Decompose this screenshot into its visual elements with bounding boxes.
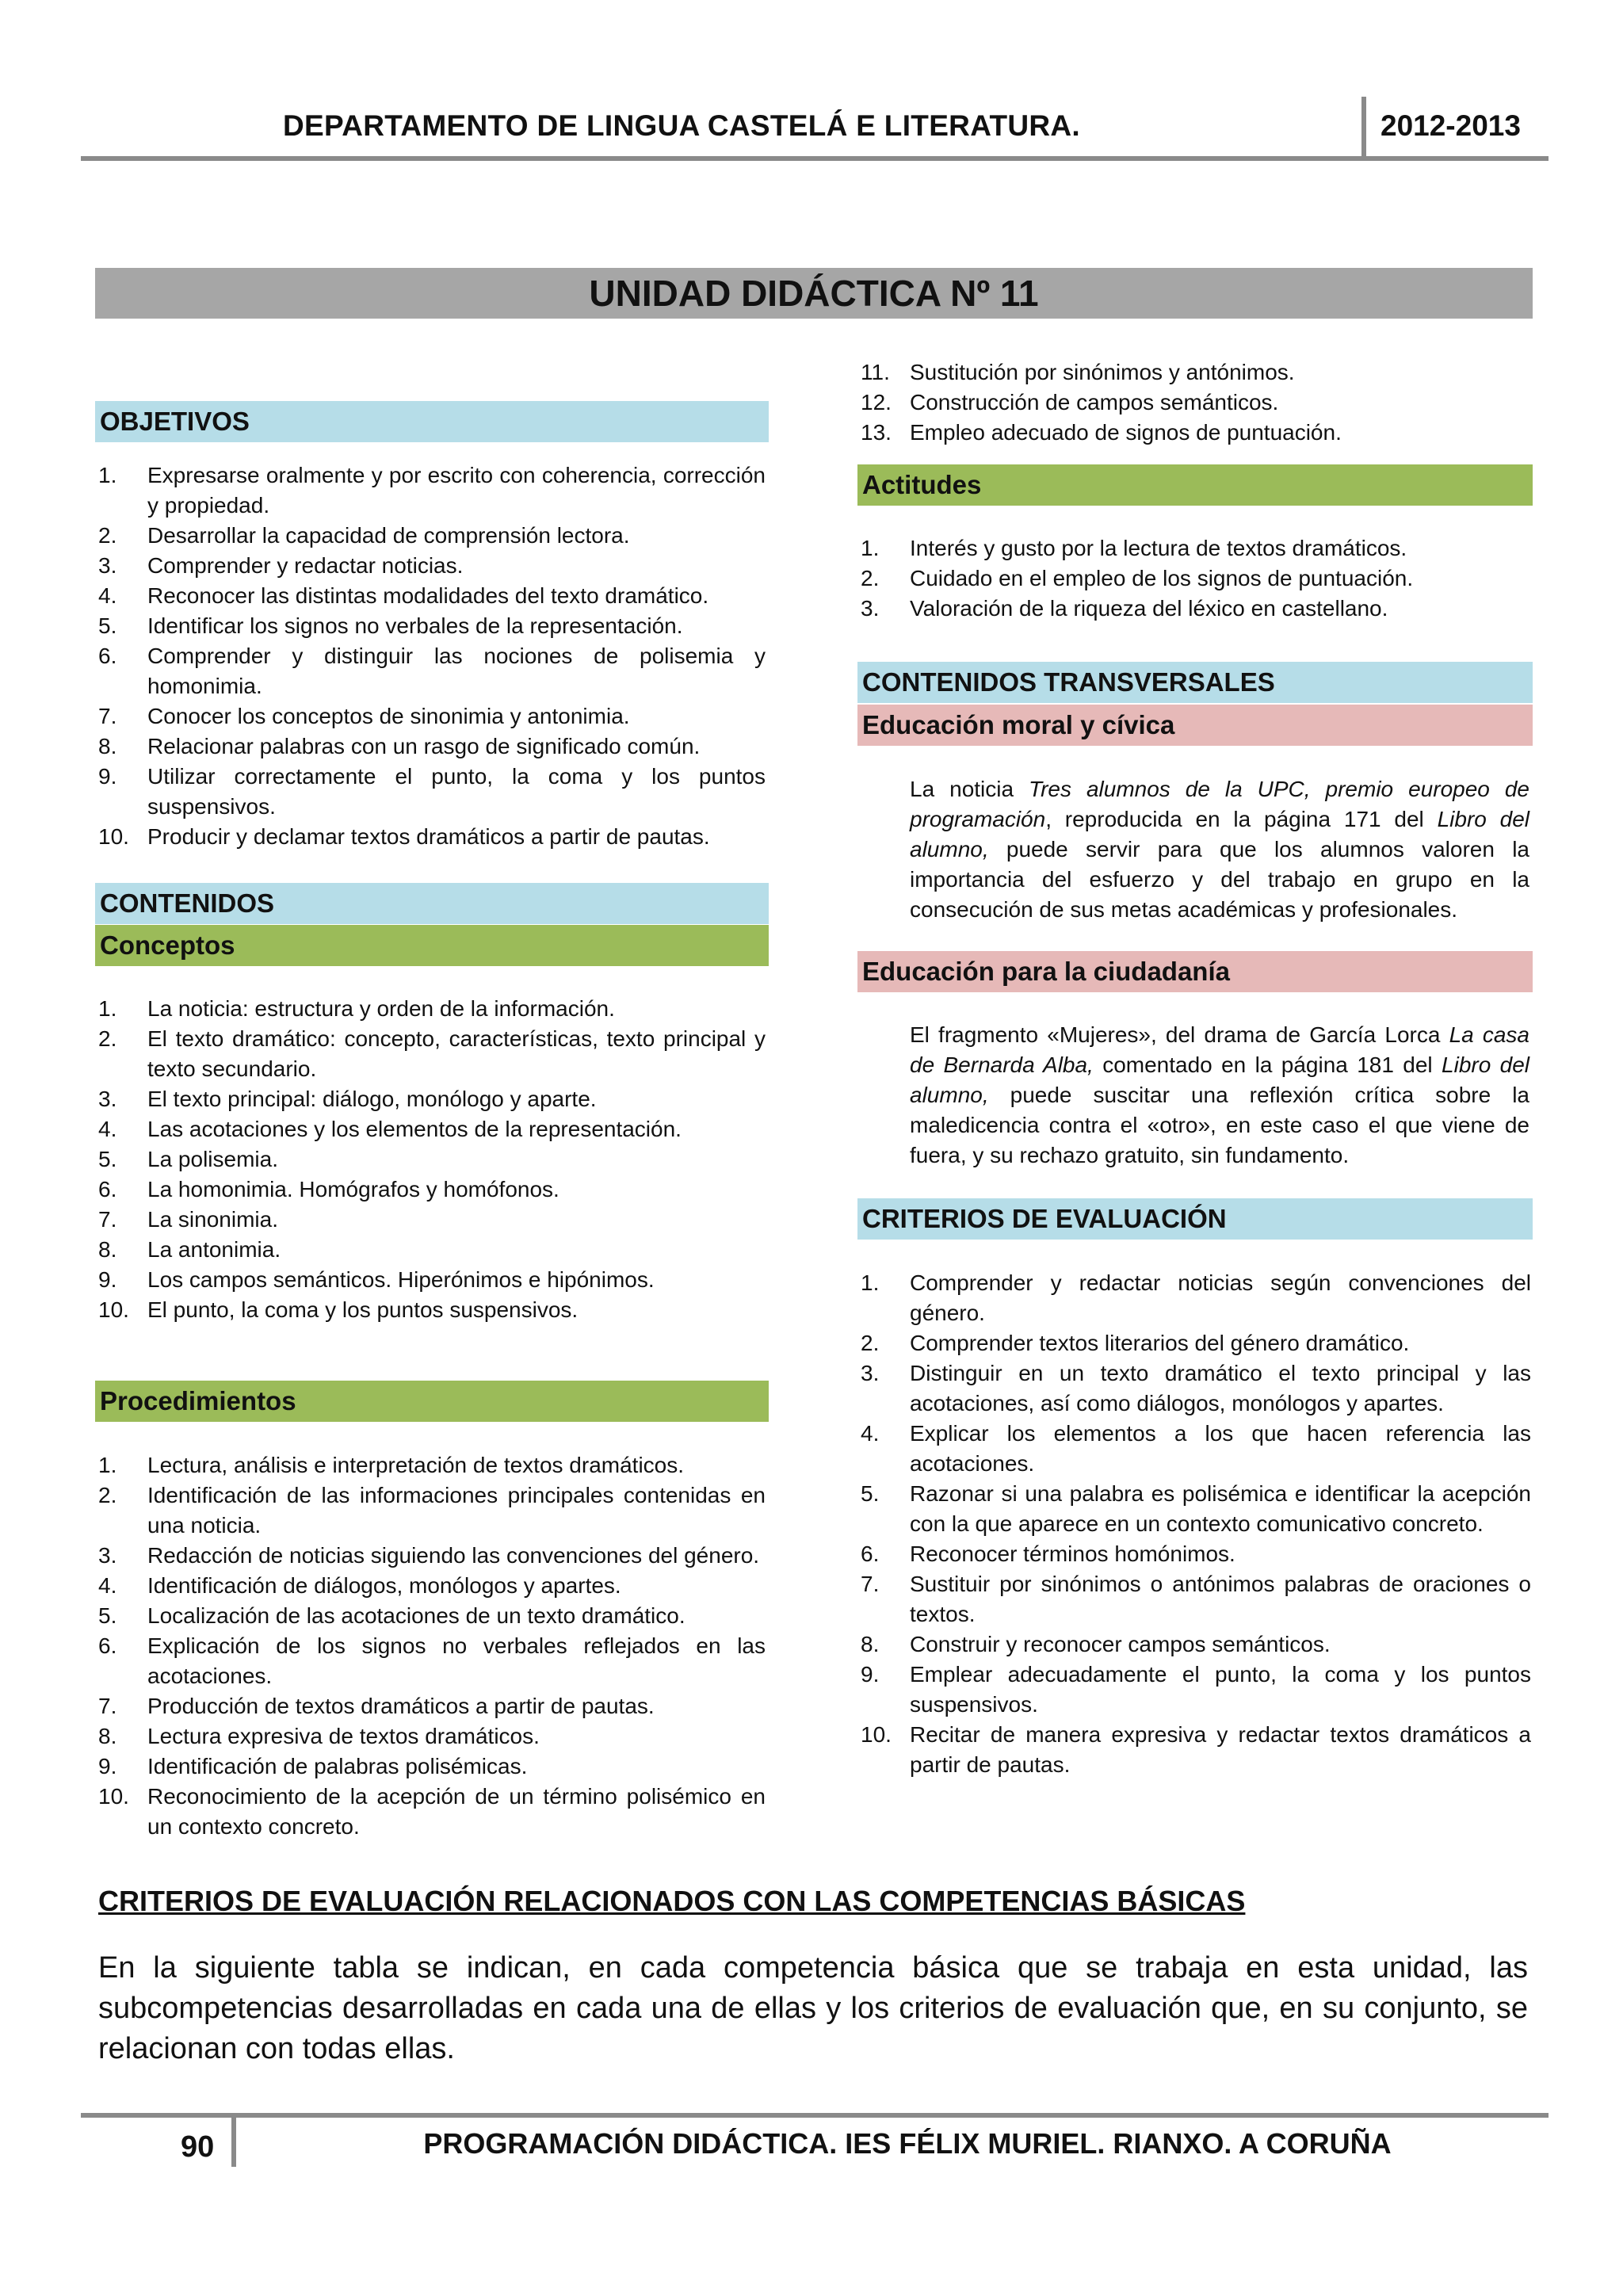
list-item-number: 10.: [98, 1784, 129, 1809]
list-item: [95, 521, 766, 551]
criterios-list: [857, 1268, 1531, 1780]
header-title: DEPARTAMENTO DE LINGUA CASTELÁ E LITERATURA.: [282, 109, 1081, 142]
unit-title: UNIDAD DIDÁCTICA Nº 11: [95, 268, 1533, 319]
list-item-number: 3.: [98, 553, 117, 578]
list-item-number: 4.: [98, 583, 117, 608]
list-item-text: Valoración de la riqueza del léxico en castellano.: [910, 596, 1388, 621]
list-item-text: Razonar si una palabra es polisémica e identificar la acepción con la que aparece en un contexto comunicativo concreto.: [910, 1481, 1531, 1536]
actitudes-list: [857, 533, 1531, 624]
list-item-text: Comprender y redactar noticias.: [147, 553, 464, 578]
list-item-number: 7.: [861, 1572, 880, 1596]
list-item: [95, 1721, 766, 1752]
list-item-number: 5.: [98, 1603, 117, 1628]
list-item-number: 1.: [98, 996, 117, 1021]
list-item: [95, 994, 766, 1024]
list-item-number: 10.: [98, 1297, 129, 1322]
ciudadania-heading: Educación para la ciudadanía: [857, 951, 1533, 992]
list-item-text: La polisemia.: [147, 1147, 278, 1171]
list-item-text: Empleo adecuado de signos de puntuación.: [910, 420, 1342, 445]
list-item: [95, 1782, 766, 1842]
list-item: [857, 357, 1531, 388]
list-item-text: Identificar los signos no verbales de la representación.: [147, 613, 683, 638]
list-item: [857, 1268, 1531, 1328]
list-item-number: 6.: [98, 1177, 117, 1201]
list-item-number: 5.: [861, 1481, 880, 1506]
objetivos-list: [95, 460, 766, 852]
list-item-number: 4.: [98, 1573, 117, 1598]
footer-divider: [231, 2116, 236, 2167]
list-item-number: 3.: [861, 1361, 880, 1385]
list-item-number: 13.: [861, 420, 892, 445]
list-item-text: Construir y reconocer campos semánticos.: [910, 1632, 1331, 1656]
list-item-number: 6.: [98, 644, 117, 668]
list-item: [95, 641, 766, 701]
list-item-number: 8.: [98, 1724, 117, 1748]
list-item-number: 5.: [98, 613, 117, 638]
list-item-number: 2.: [98, 1026, 117, 1051]
list-item: [95, 581, 766, 611]
list-item-number: 9.: [861, 1662, 880, 1687]
conceptos-heading: Conceptos: [95, 925, 769, 966]
list-item-text: La sinonimia.: [147, 1207, 278, 1232]
list-item-text: Sustitución por sinónimos y antónimos.: [910, 360, 1295, 384]
list-item-number: 6.: [861, 1541, 880, 1566]
list-item-number: 1.: [98, 1453, 117, 1477]
list-item-number: 8.: [98, 1237, 117, 1262]
list-item: [95, 611, 766, 641]
list-item-number: 4.: [861, 1421, 880, 1446]
list-item-number: 12.: [861, 390, 892, 415]
header-divider: [1361, 97, 1366, 160]
list-item: [95, 1631, 766, 1691]
list-item: [857, 1328, 1531, 1358]
list-item: [95, 1295, 766, 1325]
list-item: [95, 551, 766, 581]
list-item-text: Redacción de noticias siguiendo las convenciones del género.: [147, 1543, 760, 1568]
list-item-number: 4.: [98, 1117, 117, 1141]
list-item: [857, 1720, 1531, 1780]
list-item-text: Relacionar palabras con un rasgo de significado común.: [147, 734, 701, 758]
list-item: [95, 1601, 766, 1631]
list-item: [95, 1024, 766, 1084]
list-item: [95, 1144, 766, 1175]
list-item: [95, 1450, 766, 1480]
list-item-number: 8.: [98, 734, 117, 758]
list-item-number: 6.: [98, 1633, 117, 1658]
list-item: [857, 418, 1531, 448]
list-item-text: Interés y gusto por la lectura de textos dramáticos.: [910, 536, 1407, 560]
list-item-number: 1.: [861, 1270, 880, 1295]
list-item: [857, 533, 1531, 563]
list-item-number: 11.: [861, 360, 890, 384]
list-item: [95, 1235, 766, 1265]
list-item-number: 2.: [98, 523, 117, 548]
list-item-number: 3.: [98, 1543, 117, 1568]
list-item-text: Sustituir por sinónimos o antónimos palabras de oraciones o textos.: [910, 1572, 1531, 1626]
list-item: [857, 563, 1531, 594]
conceptos-list: [95, 994, 766, 1325]
list-item-text: Distinguir en un texto dramático el texto principal y las acotaciones, así como diálogos, monólogos y apartes.: [910, 1361, 1531, 1415]
list-item: [95, 1571, 766, 1601]
actitudes-heading: Actitudes: [857, 464, 1533, 506]
list-item-text: Utilizar correctamente el punto, la coma y los puntos suspensivos.: [147, 764, 766, 819]
list-item-text: Lectura expresiva de textos dramáticos.: [147, 1724, 540, 1748]
footer-title: PROGRAMACIÓN DIDÁCTICA. IES FÉLIX MURIEL. RIANXO. A CORUÑA: [423, 2127, 1392, 2160]
list-item-number: 5.: [98, 1147, 117, 1171]
competencias-title: CRITERIOS DE EVALUACIÓN RELACIONADOS CON LAS COMPETENCIAS BÁSICAS: [98, 1885, 1246, 1917]
list-item: [95, 1265, 766, 1295]
list-item-text: Explicación de los signos no verbales reflejados en las acotaciones.: [147, 1633, 766, 1688]
ciudadania-paragraph: El fragmento «Mujeres», del drama de García Lorca La casa de Bernarda Alba, comentado en la página 181 del Libro del alumno, puede suscitar una reflexión crítica sobre la maledicencia contra el «otro», en este caso el que viene de fuera, y su rechazo gratuito, sin fundamento.: [910, 1022, 1530, 1167]
list-item-text: Producción de textos dramáticos a partir de pautas.: [147, 1694, 655, 1718]
list-item-text: Identificación de palabras polisémicas.: [147, 1754, 528, 1778]
list-item-text: Lectura, análisis e interpretación de textos dramáticos.: [147, 1453, 685, 1477]
list-item-text: Las acotaciones y los elementos de la representación.: [147, 1117, 682, 1141]
list-item-text: Emplear adecuadamente el punto, la coma y los puntos suspensivos.: [910, 1662, 1531, 1717]
list-item: [95, 460, 766, 521]
list-item-text: La noticia: estructura y orden de la información.: [147, 996, 615, 1021]
list-item-number: 7.: [98, 1694, 117, 1718]
list-item-text: Reconocer las distintas modalidades del texto dramático.: [147, 583, 709, 608]
list-item-number: 3.: [861, 596, 880, 621]
list-item-text: Recitar de manera expresiva y redactar textos dramáticos a partir de pautas.: [910, 1722, 1531, 1777]
list-item-number: 1.: [98, 463, 117, 487]
list-item: [95, 1541, 766, 1571]
contenidos-heading: CONTENIDOS: [95, 883, 769, 924]
list-item: [95, 1114, 766, 1144]
list-item-number: 2.: [861, 566, 880, 590]
list-item: [95, 701, 766, 732]
list-item-text: Comprender y distinguir las nociones de polisemia y homonimia.: [147, 644, 766, 698]
list-item-text: Identificación de diálogos, monólogos y apartes.: [147, 1573, 621, 1598]
list-item: [857, 388, 1531, 418]
list-item-number: 2.: [861, 1331, 880, 1355]
list-item-number: 2.: [98, 1483, 117, 1507]
header-rule: [81, 156, 1549, 161]
list-item: [95, 1205, 766, 1235]
list-item-text: Explicar los elementos a los que hacen referencia las acotaciones.: [910, 1421, 1531, 1476]
list-item-text: La antonimia.: [147, 1237, 281, 1262]
criterios-heading: CRITERIOS DE EVALUACIÓN: [857, 1198, 1533, 1240]
procedimientos-heading: Procedimientos: [95, 1381, 769, 1422]
list-item-text: Conocer los conceptos de sinonimia y antonimia.: [147, 704, 630, 728]
list-item-number: 7.: [98, 1207, 117, 1232]
header-year: 2012-2013: [1381, 109, 1521, 142]
list-item: [95, 1175, 766, 1205]
list-item-text: Construcción de campos semánticos.: [910, 390, 1279, 415]
list-item: [95, 1691, 766, 1721]
list-item: [95, 822, 766, 852]
list-item-text: Cuidado en el empleo de los signos de puntuación.: [910, 566, 1414, 590]
list-item: [857, 1660, 1531, 1720]
list-item-text: Reconocer términos homónimos.: [910, 1541, 1235, 1566]
competencias-intro: En la siguiente tabla se indican, en cada competencia básica que se trabaja en esta unidad, las subcompetencias desarrolladas en cada una de ellas y los criterios de evaluación que, en su conjunto, se relacionan con todas ellas.: [98, 1951, 1528, 2065]
procedimientos-list: [95, 1450, 766, 1842]
list-item-number: 9.: [98, 764, 117, 789]
moral-heading: Educación moral y cívica: [857, 705, 1533, 746]
list-item-number: 7.: [98, 704, 117, 728]
list-item: [857, 1358, 1531, 1419]
list-item-number: 10.: [98, 824, 129, 849]
list-item-text: Comprender y redactar noticias según convenciones del género.: [910, 1270, 1531, 1325]
list-item-text: El punto, la coma y los puntos suspensivos.: [147, 1297, 579, 1322]
list-item-text: Los campos semánticos. Hiperónimos e hipónimos.: [147, 1267, 655, 1292]
list-item-text: Desarrollar la capacidad de comprensión lectora.: [147, 523, 630, 548]
transversales-heading: CONTENIDOS TRANSVERSALES: [857, 662, 1533, 703]
procedimientos-list-continued: [857, 357, 1531, 448]
list-item-text: Identificación de las informaciones principales contenidas en una noticia.: [147, 1483, 766, 1538]
list-item: [857, 1539, 1531, 1569]
list-item: [95, 732, 766, 762]
list-item-text: Localización de las acotaciones de un texto dramático.: [147, 1603, 685, 1628]
list-item-text: El texto principal: diálogo, monólogo y aparte.: [147, 1087, 597, 1111]
page-number: 90: [181, 2130, 215, 2164]
list-item-number: 3.: [98, 1087, 117, 1111]
footer-rule: [81, 2113, 1549, 2118]
list-item: [857, 1629, 1531, 1660]
list-item: [857, 1479, 1531, 1539]
moral-paragraph: La noticia Tres alumnos de la UPC, premio europeo de programación, reproducida en la página 171 del Libro del alumno, puede servir para que los alumnos valoren la importancia del esfuerzo y del trabajo en grupo en la consecución de sus metas académicas y profesionales.: [910, 777, 1530, 922]
list-item-number: 9.: [98, 1754, 117, 1778]
list-item-text: Expresarse oralmente y por escrito con coherencia, corrección y propiedad.: [147, 463, 766, 518]
objetivos-heading: OBJETIVOS: [95, 401, 769, 442]
list-item-number: 1.: [861, 536, 880, 560]
list-item-text: Producir y declamar textos dramáticos a partir de pautas.: [147, 824, 710, 849]
list-item-number: 8.: [861, 1632, 880, 1656]
list-item-number: 10.: [861, 1722, 892, 1747]
list-item: [857, 594, 1531, 624]
list-item: [95, 762, 766, 822]
list-item: [95, 1480, 766, 1541]
list-item: [95, 1752, 766, 1782]
list-item-number: 9.: [98, 1267, 117, 1292]
list-item-text: Reconocimiento de la acepción de un término polisémico en un contexto concreto.: [147, 1784, 766, 1839]
list-item-text: La homonimia. Homógrafos y homófonos.: [147, 1177, 559, 1201]
list-item: [95, 1084, 766, 1114]
list-item-text: Comprender textos literarios del género dramático.: [910, 1331, 1410, 1355]
list-item: [857, 1569, 1531, 1629]
list-item-text: El texto dramático: concepto, características, texto principal y texto secundario.: [147, 1026, 766, 1081]
list-item: [857, 1419, 1531, 1479]
